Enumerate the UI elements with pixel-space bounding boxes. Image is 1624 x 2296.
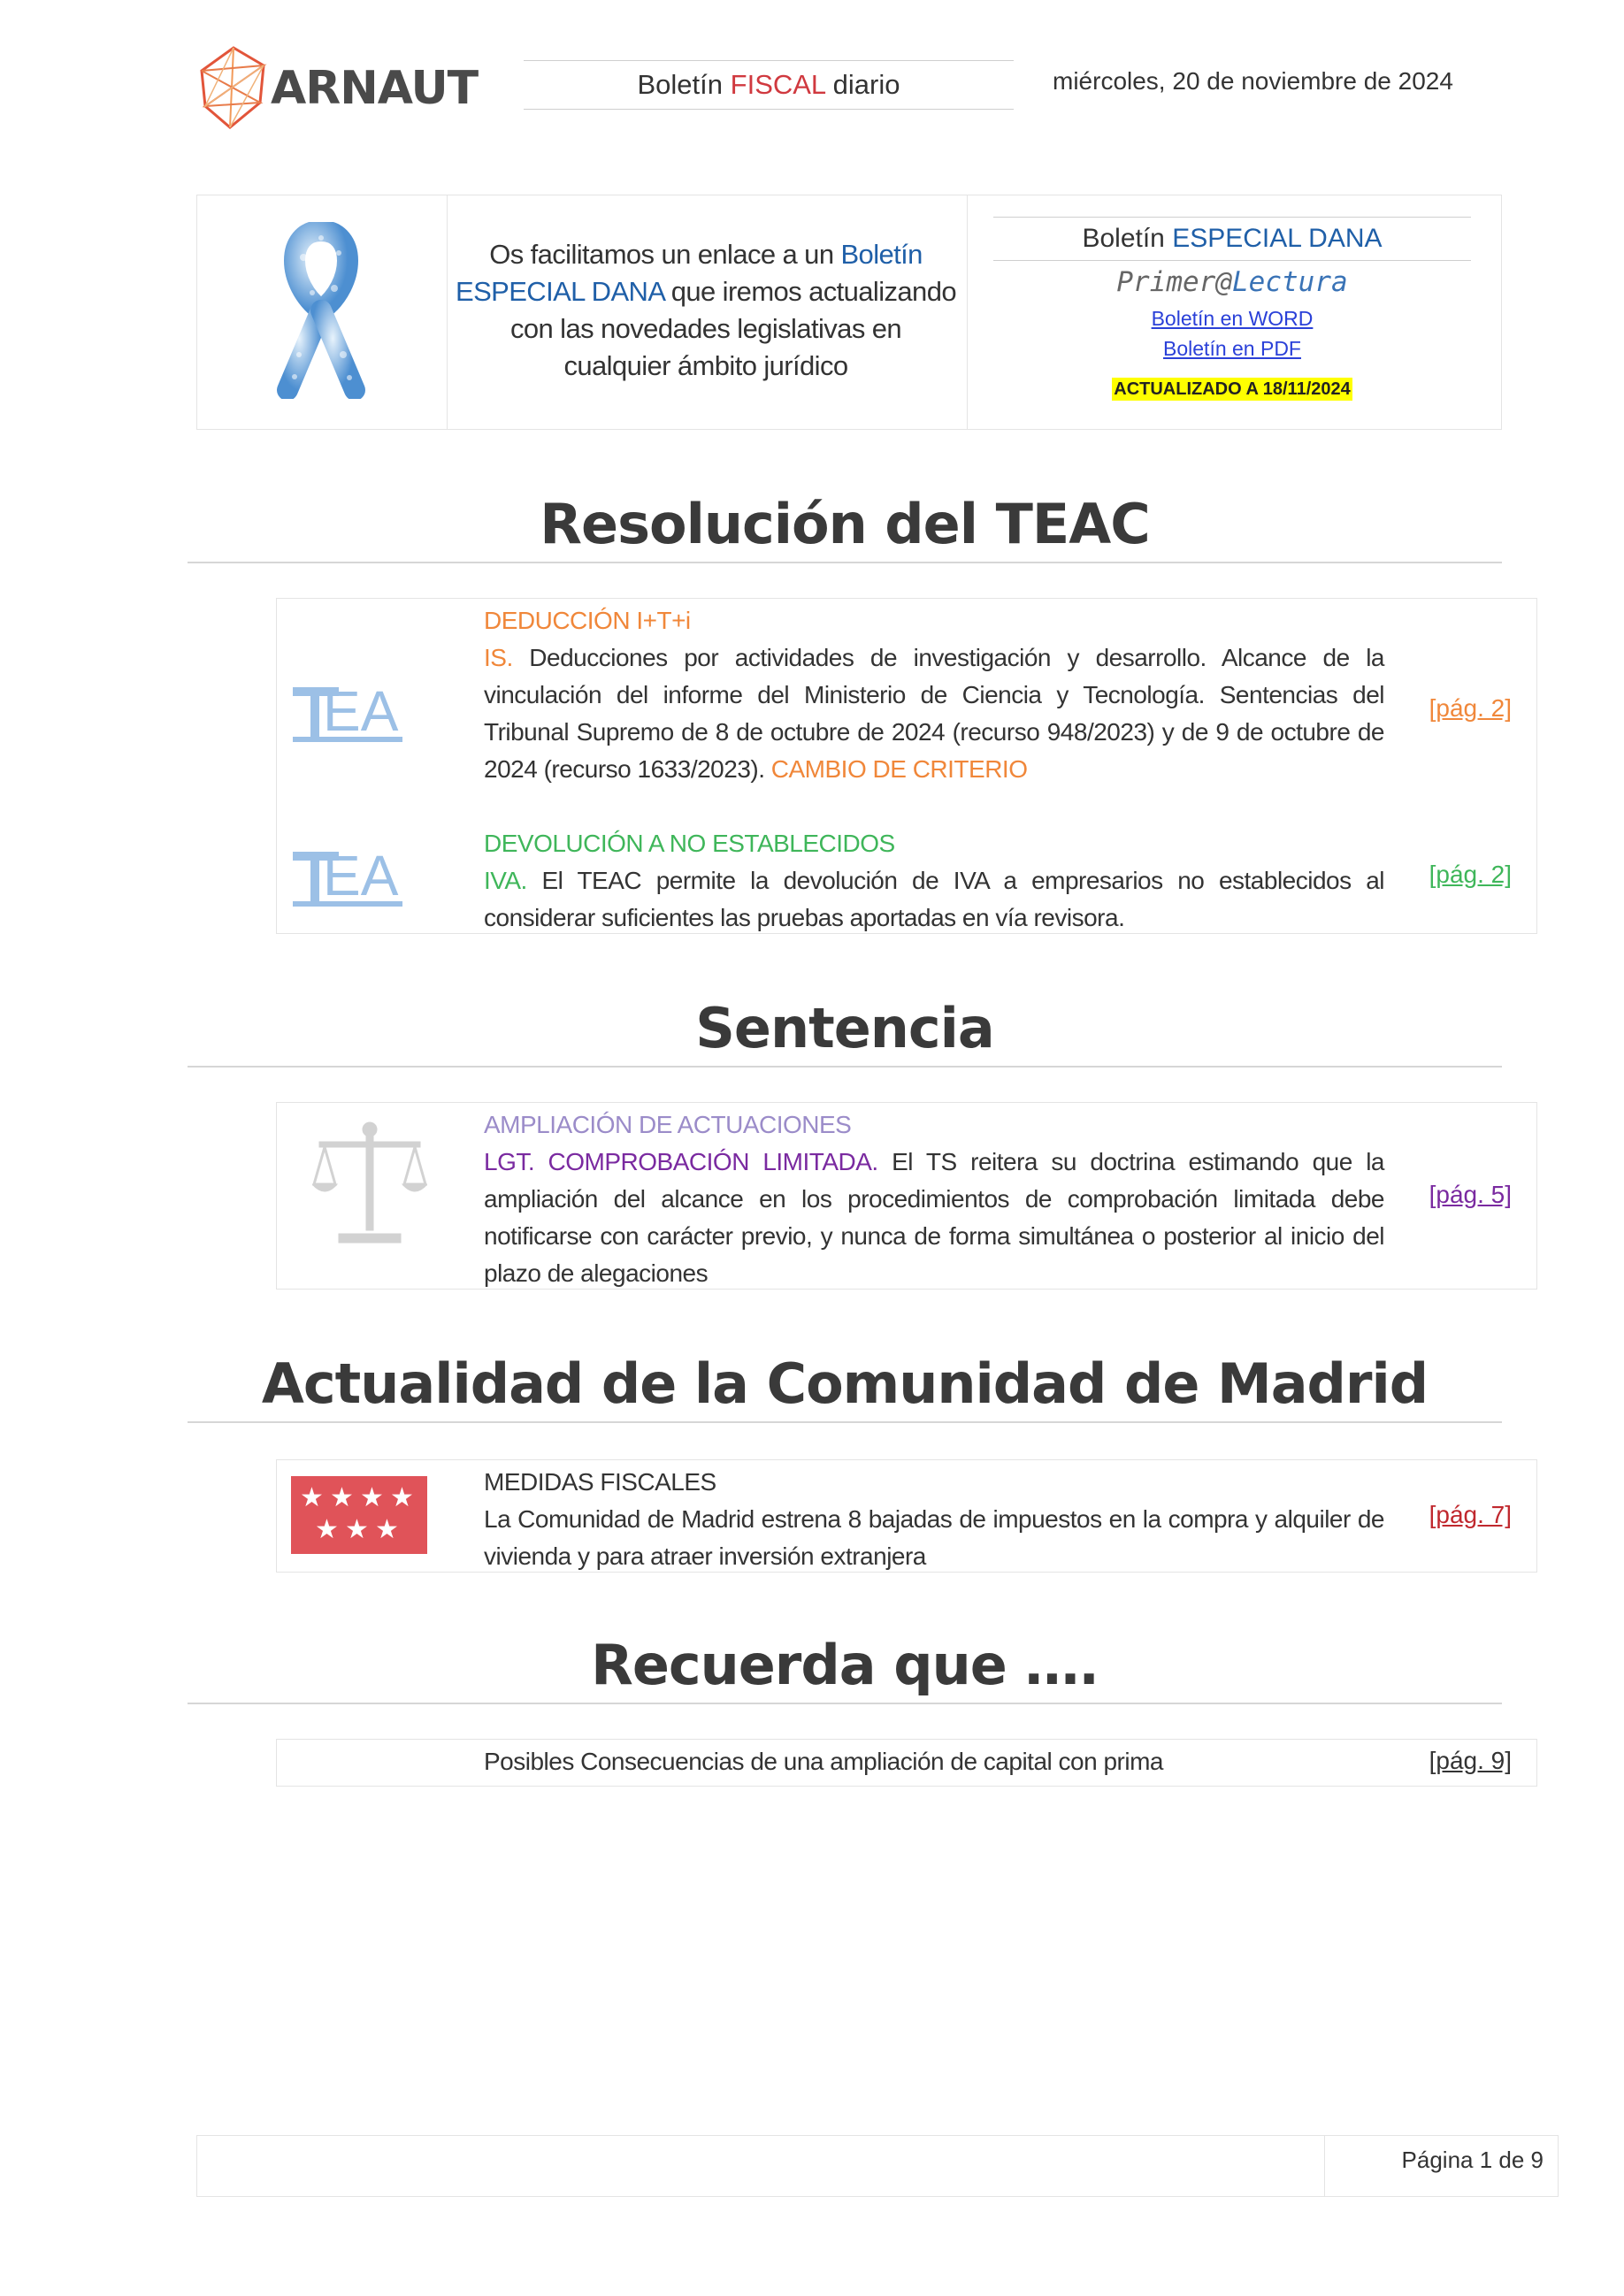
logo-text: ARNAUT — [271, 62, 479, 115]
item-tag: IS. — [484, 644, 513, 671]
item-tag: LGT. COMPROBACIÓN LIMITADA. — [484, 1148, 878, 1175]
dana-updated-badge: ACTUALIZADO A 18/11/2024 — [1114, 379, 1351, 399]
item-text: La Comunidad de Madrid estrena 8 bajadas de impuestos en la compra y alquiler de vivienda y para atraer inversión extranjera — [484, 1505, 1384, 1570]
tea-logo-icon: EA — [293, 845, 402, 910]
dana-pdf-link[interactable]: Boletín en PDF — [1163, 337, 1301, 360]
item-category: DEDUCCIÓN I+T+i — [484, 607, 691, 634]
page-ref-link[interactable]: [pág. 9] — [1429, 1747, 1512, 1774]
teac-item-1 — [484, 602, 1384, 788]
page-ref-link[interactable]: [pág. 2] — [1429, 694, 1512, 722]
madrid-flag-icon: ★ ★ ★ ★ ★ ★ ★ — [291, 1476, 427, 1554]
item-tag: IVA. — [484, 867, 527, 894]
item-text: El TEAC permite la devolución de IVA a empresarios no establecidos al considerar suficientes las pruebas aportadas en vía revisora. — [484, 867, 1385, 931]
recuerda-item — [484, 1743, 1384, 1780]
teac-item-2 — [484, 825, 1384, 937]
bulletin-date: miércoles, 20 de noviembre de 2024 — [1053, 67, 1453, 95]
item-criterion-change: CAMBIO DE CRITERIO — [770, 755, 1028, 783]
divider — [447, 195, 448, 429]
item-text: Posibles Consecuencias de una ampliación de capital con prima — [484, 1748, 1163, 1775]
section-heading-sentencia: Sentencia — [188, 996, 1502, 1068]
teac-items-box — [276, 598, 1537, 934]
arnaut-logo — [198, 44, 479, 133]
page-ref-link[interactable]: [pág. 7] — [1429, 1501, 1512, 1528]
page-ref-link[interactable]: [pág. 2] — [1429, 861, 1512, 888]
item-category: DEVOLUCIÓN A NO ESTABLECIDOS — [484, 830, 895, 857]
section-heading-recuerda: Recuerda que …. — [188, 1633, 1502, 1704]
item-category: MEDIDAS FISCALES — [484, 1468, 716, 1496]
madrid-item — [484, 1464, 1384, 1575]
item-text: Deducciones por actividades de investigación y desarrollo. Alcance de la vinculación del informe del Ministerio de Ciencia y Tecnología. Sentencias del Tribunal Supremo de 8 de octubre de 2024 (recurso 948/2023) y de 9 de octubre de 2024 (recurso 1633/2023). — [484, 644, 1384, 783]
dana-special-box — [196, 195, 1502, 430]
dana-description: Os facilitamos un enlace a un Boletín ESPECIAL DANA que iremos actualizando con las novedades legislativas en cualquier ámbito jurídico — [456, 239, 956, 381]
page-number: Página 1 de 9 — [1401, 2147, 1544, 2173]
item-category: AMPLIACIÓN DE ACTUACIONES — [484, 1111, 852, 1138]
recuerda-item-box — [276, 1739, 1537, 1787]
sentencia-item-box — [276, 1102, 1537, 1290]
awareness-ribbon-icon — [268, 222, 374, 399]
madrid-item-box — [276, 1459, 1537, 1573]
dana-word-link[interactable]: Boletín en WORD — [1151, 307, 1314, 330]
section-heading-teac: Resolución del TEAC — [188, 492, 1502, 563]
item-text: El TS reitera su doctrina estimando que la ampliación del alcance en los procedimientos de comprobación limitada debe notificarse con carácter previo, y nunca de forma simultánea o posterior al inicio del plazo de alegaciones — [484, 1148, 1385, 1287]
page-ref-link[interactable]: [pág. 5] — [1429, 1181, 1512, 1208]
bulletin-fiscal-highlight: FISCAL — [730, 69, 826, 100]
divider — [1324, 2136, 1325, 2196]
dana-links-panel — [993, 217, 1471, 401]
page-footer — [196, 2135, 1559, 2197]
arnaut-logo-icon — [198, 44, 269, 133]
bulletin-title: Boletín FISCAL diario — [524, 60, 1014, 110]
divider — [967, 195, 968, 429]
scales-of-justice-icon — [312, 1119, 427, 1248]
sentencia-item — [484, 1106, 1384, 1292]
primera-lectura-brand: Primer@Lectura — [1116, 266, 1348, 298]
section-heading-madrid: Actualidad de la Comunidad de Madrid — [188, 1351, 1502, 1423]
tea-logo-icon: EA — [293, 680, 402, 746]
dana-panel-title: Boletín ESPECIAL DANA — [993, 217, 1471, 261]
